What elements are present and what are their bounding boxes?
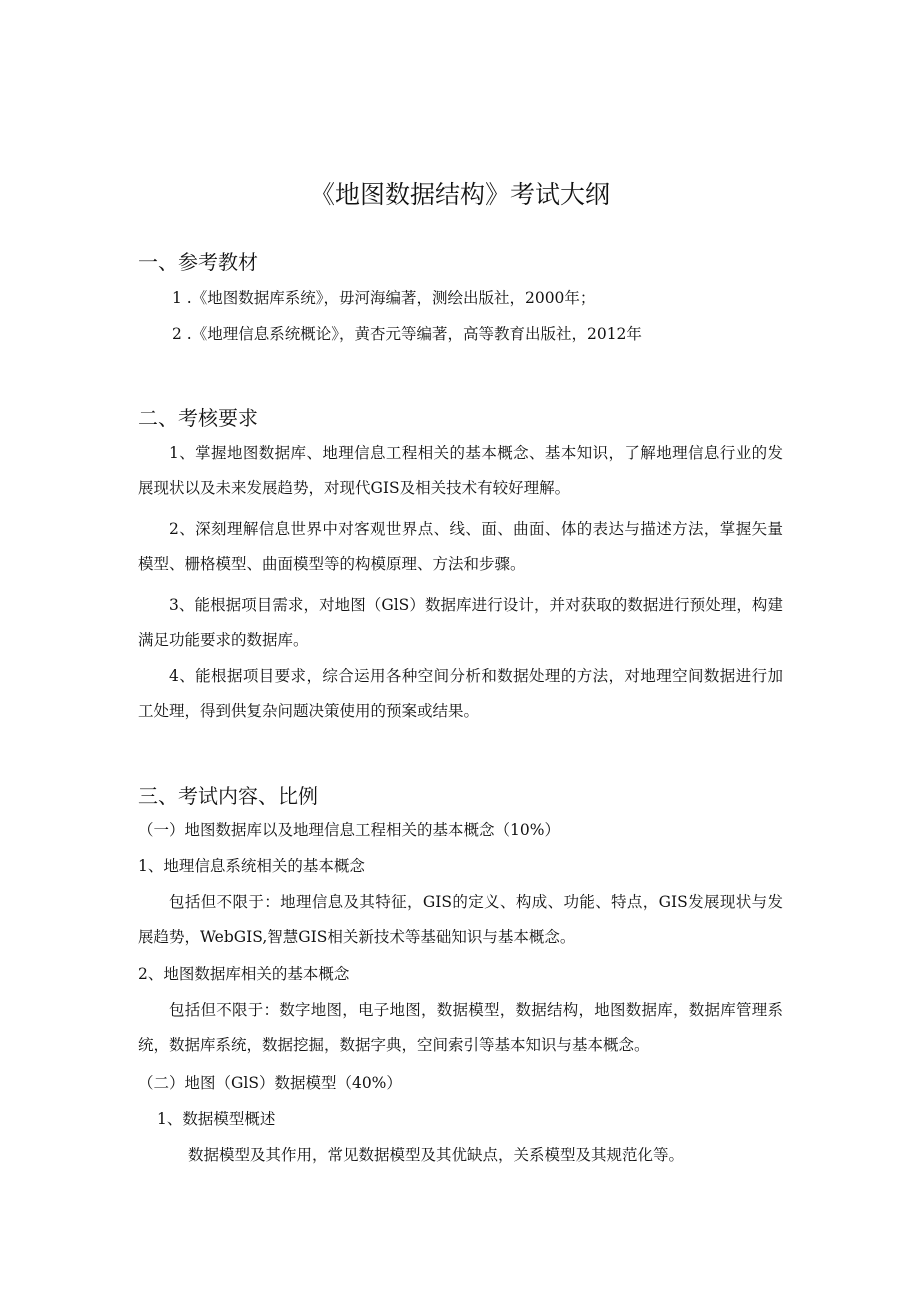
subsection-item-title: 1、地理信息系统相关的基本概念 [138,857,365,875]
requirement-paragraph: 2、深刻理解信息世界中对客观世界点、线、面、曲面、体的表达与描述方法，掌握矢量模型、栅格模型、曲面模型等的构模原理、方法和步骤。 [138,520,783,573]
section-heading-content: 三、考试内容、比例 [138,784,318,808]
subsection-heading: （二）地图（GlS）数据模型（40%） [138,1074,402,1092]
subsection-paragraph: 包括但不限于：地理信息及其特征，GIS的定义、构成、功能、特点，GIS发展现状与发展趋势，WebGIS,智慧GIS相关新技术等基础知识与基本概念。 [138,893,783,946]
reference-item: 2 .《地理信息系统概论》，黄杏元等编著，高等教育出版社，2012年 [172,325,642,343]
requirement-paragraph: 3、能根据项目需求，对地图（GlS）数据库进行设计，并对获取的数据进行预处理，构建满足功能要求的数据库。 [138,596,783,649]
requirement-paragraph: 4、能根据项目要求，综合运用各种空间分析和数据处理的方法，对地理空间数据进行加工处理，得到供复杂问题决策使用的预案或结果。 [138,667,783,720]
subsection-item-title: 2、地图数据库相关的基本概念 [138,965,350,983]
section-heading-references: 一、参考教材 [138,250,258,274]
requirement-paragraph: 1、掌握地图数据库、地理信息工程相关的基本概念、基本知识，了解地理信息行业的发展现状以及未来发展趋势，对现代GIS及相关技术有较好理解。 [138,444,783,497]
subsection-heading: （一）地图数据库以及地理信息工程相关的基本概念（10%） [138,821,560,839]
subsection-paragraph: 包括但不限于：数字地图，电子地图，数据模型，数据结构，地图数据库，数据库管理系统，数据库系统，数据挖掘，数据字典，空间索引等基本知识与基本概念。 [138,1001,783,1054]
reference-item: 1 .《地图数据库系统》，毋河海编著，测绘出版社，2000年； [172,289,596,307]
subsection-item-title: 1、数据模型概述 [157,1110,276,1128]
section-heading-requirements: 二、考核要求 [138,406,258,430]
document-title: 《地图数据结构》考试大纲 [309,180,610,209]
subsection-paragraph: 数据模型及其作用，常见数据模型及其优缺点，关系模型及其规范化等。 [188,1146,685,1164]
